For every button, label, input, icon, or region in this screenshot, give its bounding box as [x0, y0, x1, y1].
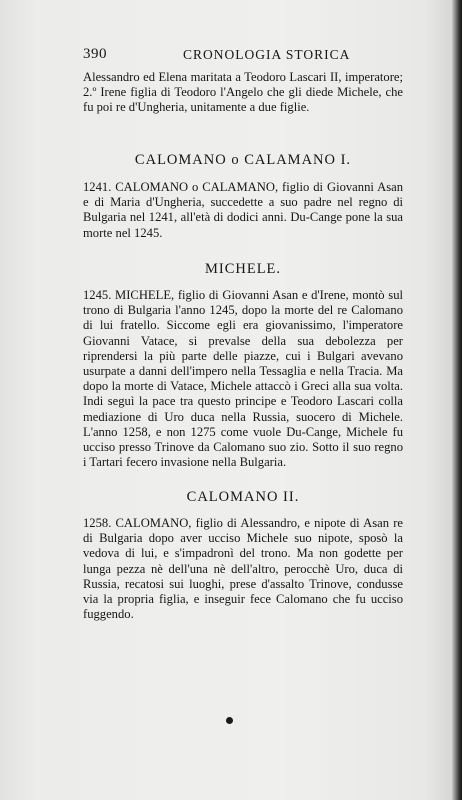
section-heading-michele: MICHELE. [204, 261, 282, 277]
section-heading-calomano-ii: CALOMANO II. [186, 489, 300, 505]
paragraph-text: 1245. MICHELE, figlio di Giovanni Asan e d'Irene, montò sul trono di Bulgaria l'anno 1245, dopo la morte del re Calomano di lui fratello. Siccome egli era giovanissimo, l'imperatore Giovanni Vatace, si prevalse della sua debolezza per riprendersi la più parte delle piazze, cui i Bulgari avevano usurpate a danni dell'impero nella Tessaglia e nella Tracia. Ma dopo la morte di Vatace, Michele attaccò i Greci alla sua volta. Indi seguì la pace tra questo principe e Teodoro Lascari colla mediazione di Uro duca nella Russia, suocero di Michele. L'anno 1258, e non 1275 come vuole Du-Cange, Michele fu ucciso presso Trinove da Calomano suo zio. Sotto il suo regno i Tartari fecero invasione nella Bulgaria. [83, 288, 403, 470]
section-heading-calomano-i: CALOMANO o CALAMANO I. [134, 152, 352, 168]
intro-paragraph [83, 70, 403, 116]
printer-mark-dot [226, 717, 233, 724]
intro-text: Alessandro ed Elena maritata a Teodoro Lascari II, imperatore; 2.º Irene figlia di Teodoro l'Angelo che gli diede Michele, che fu poi re d'Ungheria, unitamente a due figlie. [83, 70, 403, 115]
paragraph-text: 1258. CALOMANO, figlio di Alessandro, e nipote di Asan re di Bulgaria dopo aver ucciso Michele suo nipote, sposò la vedova di lui, e s'impadronì del trono. Ma non godette per lunga pezza nè dell'una nè dell'altro, perocchè Uro, duca di Russia, recatosi sui luoghi, prese d'assalto Trinove, condusse via la propria figlia, e inseguir fece Calomano che fu ucciso fuggendo. [83, 516, 403, 622]
section-text-calomano-ii [83, 516, 403, 622]
page-edge-shadow [452, 0, 462, 800]
running-title: CRONOLOGIA STORICA [183, 47, 351, 62]
page-number: 390 [83, 46, 107, 62]
section-text-calomano-i [83, 180, 403, 241]
paragraph-text: 1241. CALOMANO o CALAMANO, figlio di Giovanni Asan e di Maria d'Ungheria, succedette a suo padre nel regno di Bulgaria nel 1241, all'età di dodici anni. Du-Cange pone la sua morte nel 1245. [83, 180, 403, 240]
section-text-michele [83, 288, 403, 470]
page-header [83, 46, 403, 64]
